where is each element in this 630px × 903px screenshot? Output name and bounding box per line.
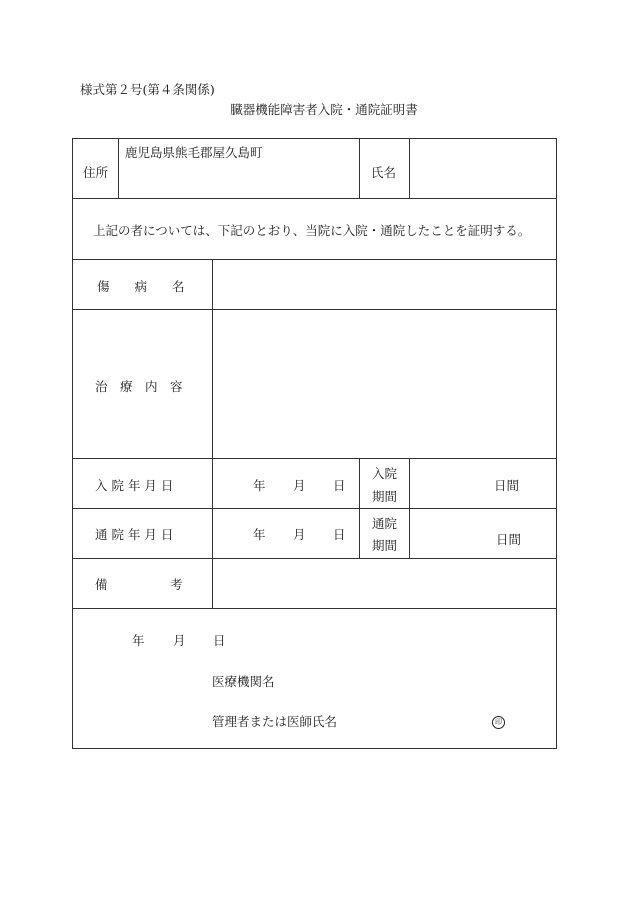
admission-date-label: 入 院 年 月 日	[95, 478, 174, 493]
outpatient-month: 月	[293, 527, 306, 542]
treatment-label: 治 療 内 容	[95, 379, 183, 394]
remarks-label: 備 考	[95, 577, 183, 592]
outpatient-period-label-line1: 通院	[372, 516, 398, 531]
admission-year: 年	[253, 478, 266, 493]
document-title: 臓器機能障害者入院・通院証明書	[230, 102, 418, 117]
footer-day: 日	[213, 633, 226, 648]
manager-label: 管理者または医師氏名	[212, 714, 338, 729]
outpatient-date-label: 通 院 年 月 日	[95, 527, 174, 542]
seal-mark	[492, 712, 505, 729]
outpatient-day: 日	[333, 527, 346, 542]
injury-illness-label: 傷 病 名	[97, 279, 185, 294]
name-label: 氏名	[371, 165, 397, 180]
admission-month: 月	[293, 478, 306, 493]
seal-icon: 印	[492, 716, 505, 729]
divider	[73, 198, 556, 199]
admission-period-label-line1: 入院	[372, 466, 398, 481]
divider	[73, 309, 556, 310]
admission-day: 日	[333, 478, 346, 493]
footer-year: 年	[132, 633, 145, 648]
injury-illness-field[interactable]	[218, 265, 548, 303]
divider	[359, 458, 360, 558]
certification-statement: 上記の者については、下記のとおり、当院に入院・通院したことを証明する。	[93, 223, 531, 238]
divider	[409, 458, 410, 558]
outpatient-period-label-line2: 期間	[372, 538, 398, 553]
divider	[73, 259, 556, 260]
admission-days-unit: 日間	[494, 478, 520, 493]
treatment-field[interactable]	[218, 315, 548, 451]
address-label: 住所	[83, 165, 109, 180]
divider	[73, 458, 556, 459]
form-number: 様式第２号(第４条関係)	[80, 82, 215, 97]
divider	[73, 508, 556, 509]
divider	[73, 558, 556, 559]
remarks-field[interactable]	[218, 564, 548, 602]
institution-label: 医療機関名	[212, 674, 275, 689]
address-value: 鹿児島県熊毛郡屋久島町	[125, 145, 263, 160]
admission-period-label-line2: 期間	[372, 489, 398, 504]
divider	[409, 139, 410, 199]
name-field[interactable]	[419, 159, 549, 185]
divider	[73, 608, 556, 609]
footer-month: 月	[173, 633, 186, 648]
certificate-form	[72, 138, 557, 749]
outpatient-days-unit: 日間	[496, 532, 522, 547]
divider	[118, 139, 119, 199]
outpatient-year: 年	[253, 527, 266, 542]
divider	[359, 139, 360, 199]
divider	[212, 259, 213, 609]
